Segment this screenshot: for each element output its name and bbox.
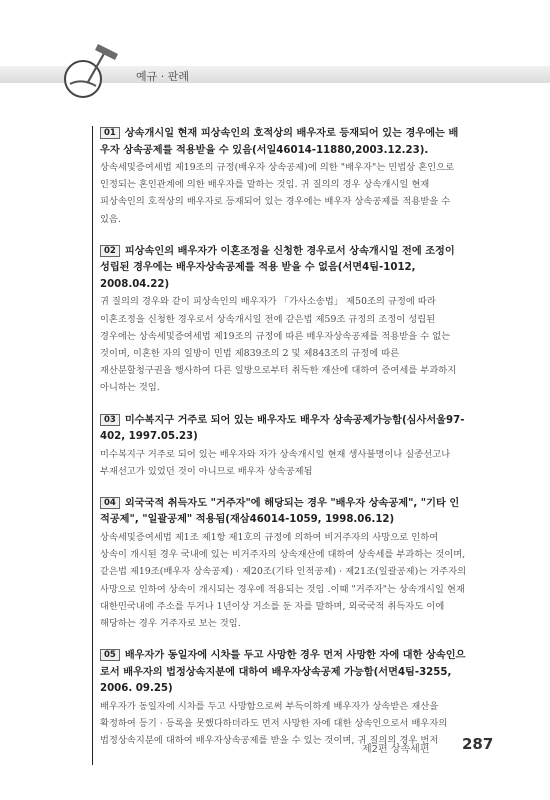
case-title-text: 외국국적 취득자도 "거주자"에 해당되는 경우 "배우자 상속공제", "기타 인적공제", "일괄공제" 적용됨(재삼46014-1059, 1998.06.12) <box>100 497 460 526</box>
case-item-1 <box>100 126 468 228</box>
case-body: 상속세및증여세법 제1조 제1항 제1호의 규정에 의하여 비거주자의 사망으로 인하여 상속이 개시된 경우 국내에 있는 비거주자의 상속재산에 대하여 상속세를 부과하는 것이며, 같은법 제19조(배우자 상속공제) · 제20조(기타 인적공제) · 제21조(일괄공제)는 거주자의 사망으로 인하여 상속이 개시되는 경우에 적용되는 것임 .이때 "거주자"는 상속개시일 현재 대한민국내에 주소를 두거나 1년이상 거소를 둔 자를 말하며, 외국국적 취득자도 이에 해당하는 경우 거주자로 보는 것임. <box>100 531 467 629</box>
case-number: 03 <box>100 414 120 426</box>
case-title <box>100 244 468 294</box>
case-title <box>100 126 468 159</box>
case-number: 04 <box>100 497 120 509</box>
case-title-text: 피상속인의 배우자가 이혼조정을 신청한 경우로서 상속개시일 전에 조정이 성립된 경우에는 배우자상속공제를 적용 받을 수 없음(서면4팀-1012, 2008.04.22) <box>100 245 455 290</box>
case-item-3 <box>100 413 468 480</box>
case-body: 귀 질의의 경우와 같이 피상속인의 배우자가 「가사소송법」 제50조의 규정에 따라 이혼조정을 신청한 경우로서 상속개시일 전에 같은법 제59조 규정의 조정이 성립된 경우에는 상속세및증여세법 제19조의 규정에 따른 배우자상속공제를 적용받을 수 없는 것이며, 이혼한 자의 일방이 민법 제839조의 2 및 제843조의 규정에 따른 재산분할청구권을 행사하여 다른 일방으로부터 취득한 재산에 대하여 증여세를 부과하지 아니하는 것임. <box>100 296 457 394</box>
case-item-4 <box>100 496 468 632</box>
case-body: 배우자가 동일자에 시차를 두고 사망함으로써 부득이하게 배우자가 상속받은 재산을 확정하여 등기 · 등록을 못했다하더라도 먼저 사망한 자에 대한 상속인으로서 배우자의 법정상속지분에 대하여 배우자상속공제를 받을 수 있는 것이며, 귀 질의의 경우 번저 <box>100 700 448 747</box>
case-number: 05 <box>100 649 120 661</box>
case-item-5 <box>100 648 468 749</box>
case-title <box>100 413 468 446</box>
gavel-icon <box>62 40 122 90</box>
case-title <box>100 496 468 529</box>
case-title-text: 배우자가 동일자에 시차를 두고 사망한 경우 먼저 사망한 자에 대한 상속인으로서 배우자의 법정상속지분에 대하여 배우자상속공제 가능함(서면4팀-3255, 2006. 09.25) <box>100 650 466 695</box>
footer-section-title: 제2편 상속세편 <box>362 744 430 755</box>
case-body: 상속세및증여세법 제19조의 규정(배우자 상속공제)에 의한 "배우자"는 민법상 혼인으로 인정되는 혼인관계에 의한 배우자를 말하는 것임. 귀 질의의 경우 상속개시일 현재 피상속인의 호적상의 배우자로 등재되어 있는 경우에는 배우자 상속공제를 적용받을 수 있음. <box>100 162 455 225</box>
case-title-text: 상속개시일 현재 피상속인의 호적상의 배우자로 등재되어 있는 경우에는 배우자 상속공제를 적용받을 수 있음(서일46014-11880,2003.12.23). <box>100 128 459 156</box>
case-item-2 <box>100 244 468 397</box>
section-label: 예규 · 판례 <box>136 70 189 83</box>
case-list <box>92 126 468 765</box>
case-number: 02 <box>100 245 120 257</box>
page-header <box>0 0 550 100</box>
case-title-text: 미수복지구 거주로 되어 있는 배우자도 배우자 상속공제가능함(심사서울97-402, 1997.05.23) <box>100 414 465 443</box>
case-title <box>100 648 468 698</box>
case-number: 01 <box>100 127 120 139</box>
case-body: 미수복지구 거주로 되어 있는 배우자와 자가 상속개시일 현재 생사불명이나 실종선고나 부재선고가 있었던 것이 아니므로 배우자 상속공제됨 <box>100 448 451 477</box>
page-number: 287 <box>462 735 494 753</box>
